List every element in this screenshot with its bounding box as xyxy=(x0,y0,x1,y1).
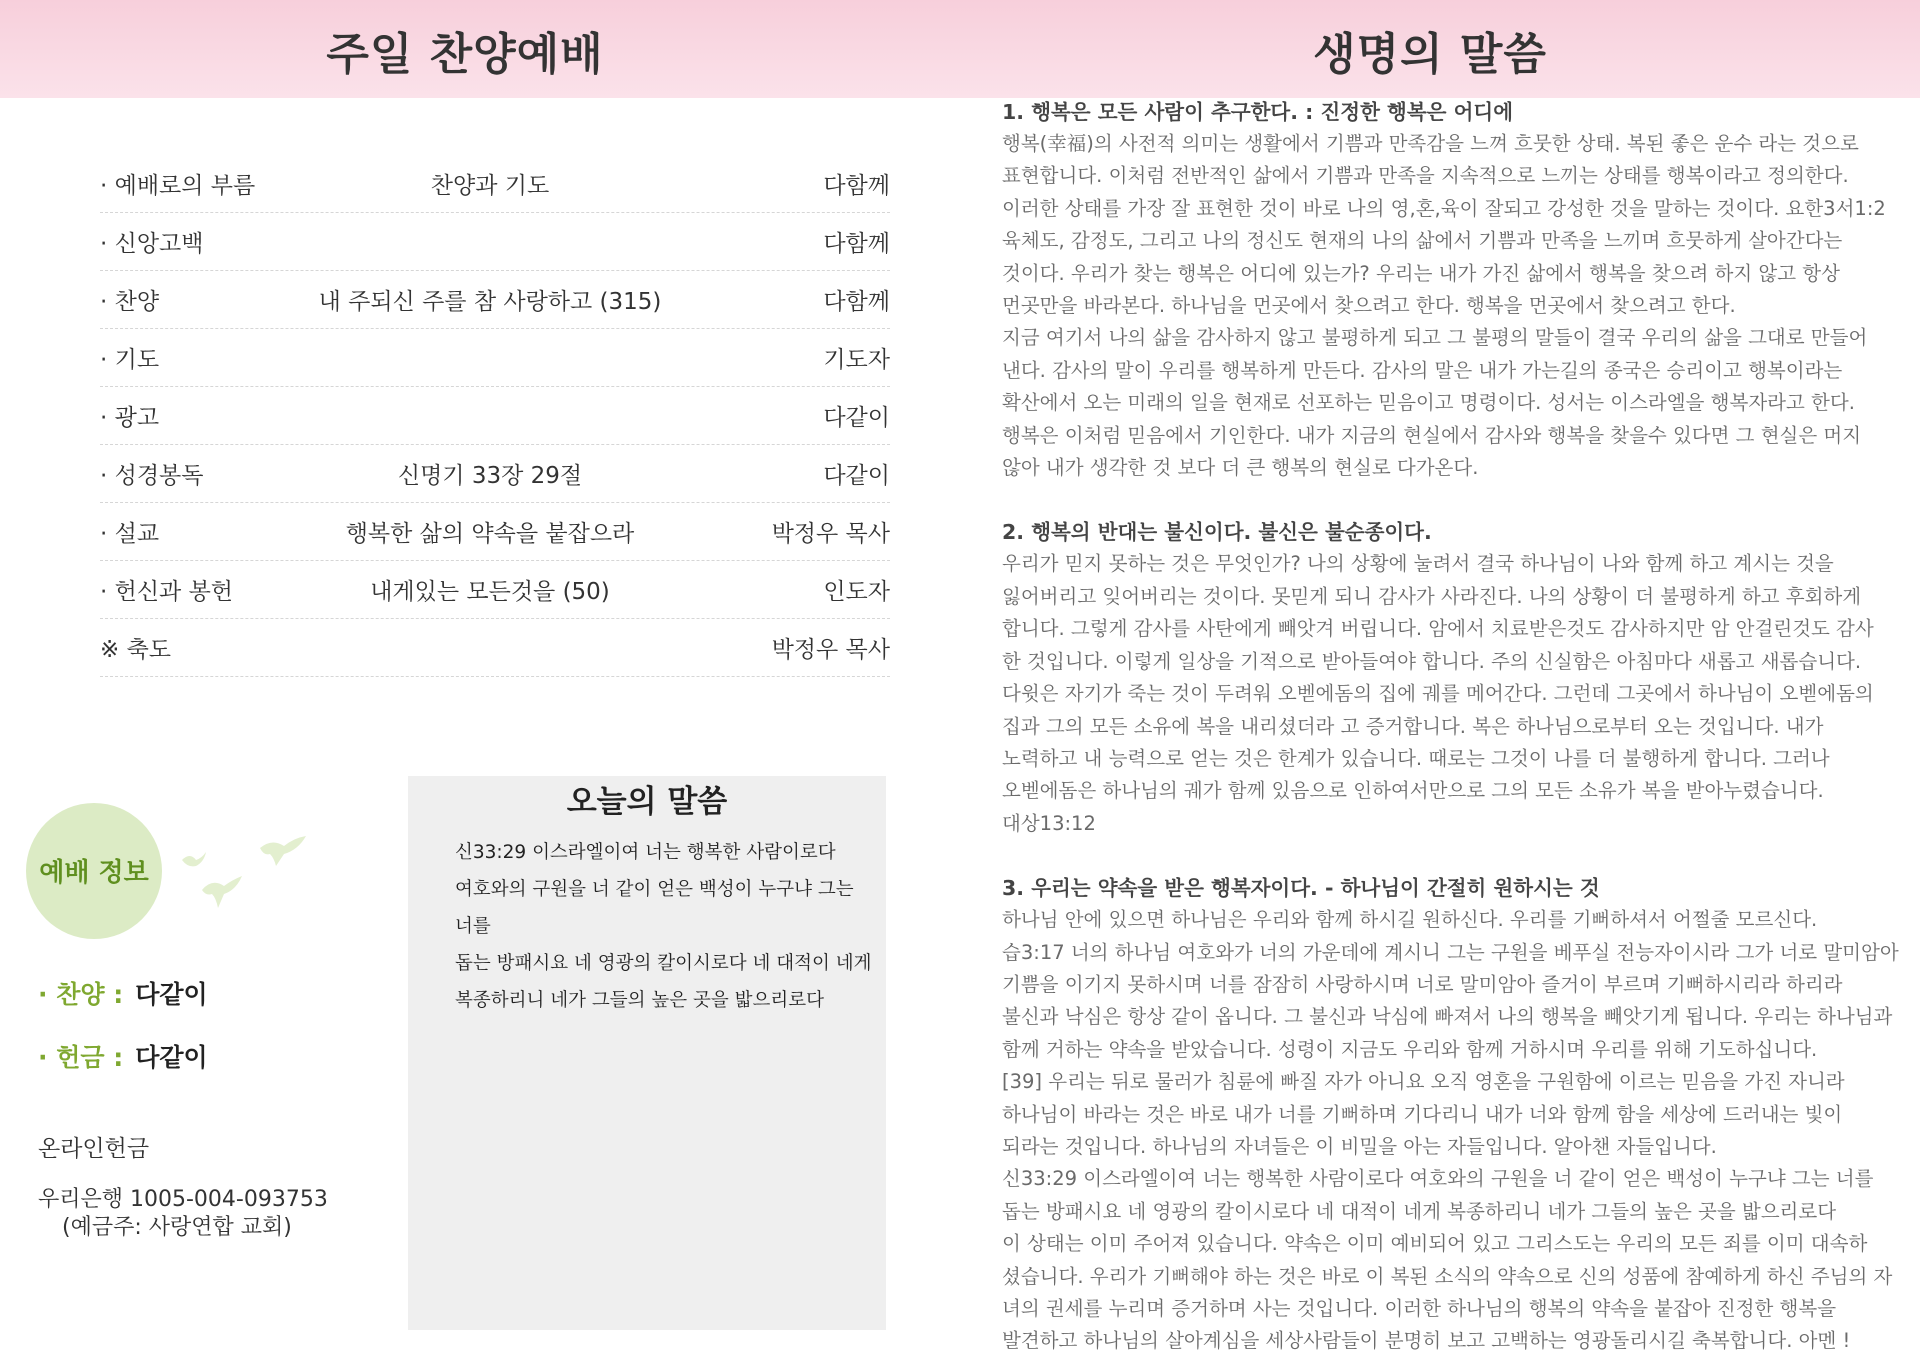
order-row xyxy=(100,387,890,445)
order-row xyxy=(100,445,890,503)
order-leader: 기도자 xyxy=(823,347,890,373)
order-leader: 다같이 xyxy=(823,463,890,489)
order-item: · 광고 xyxy=(100,405,160,431)
today-word-line: 돕는 방패시요 네 영광의 칼이시로다 네 대적이 네게 xyxy=(455,953,872,974)
sermon-paragraph: 행복(幸福)의 사전적 의미는 생활에서 기쁨과 만족감을 느껴 흐뭇한 상태. 복된 좋은 운수 라는 것으로 표현합니다. 이처럼 전반적인 삶에서 기쁨과 만족을 지속적으로 느끼는 상태를 행복이라고 정의한다. 이러한 상태를 가장 잘 표현한 것이 바로 나의 영,혼,육이 잘되고 강성한 것을 말하는 것이다. 요한3서1:2 육체도, 감정도, 그리고 나의 정신도 현재의 나의 삶에서 기쁨과 만족을 느끼며 흐뭇하게 살아간다는 것이다. 우리가 찾는 행복은 어디에 있는가? 우리는 내가 가진 삶에서 행복을 찾으려 하지 않고 항상 먼곳만을 바라본다. 하나님을 먼곳에서 찾으려고 한다. 행복을 먼곳에서 찾으려고 한다. 지금 여기서 나의 삶을 감사하지 않고 불평하게 되고 그 불평의 말들이 결국 우리의 삶을 그대로 만들어 낸다. 감사의 말이 우리를 행복하게 만든다. 감사의 말은 내가 가는길의 종국은 승리이고 행복이라는 확산에서 오는 미래의 일을 현재로 선포하는 믿음이고 명령이다. 성서는 이스라엘을 행복자라고 한다. 행복은 이처럼 믿음에서 기인한다. 내가 지금의 현실에서 감사와 행복을 찾을수 있다면 그 현실은 머지 않아 내가 생각한 것 보다 더 큰 행복의 현실로 다가온다. xyxy=(1002,132,1886,480)
info-title: 예배 정보 xyxy=(39,858,149,888)
order-row xyxy=(100,619,890,677)
order-row xyxy=(100,213,890,271)
today-word-text xyxy=(455,834,875,1019)
order-row xyxy=(100,271,890,329)
today-word-line: 복종하리니 네가 그들의 높은 곳을 밟으리로다 xyxy=(455,990,824,1011)
order-content: 찬양과 기도 xyxy=(430,173,550,199)
online-offering-title: 온라인헌금 xyxy=(38,1136,150,1162)
order-leader: 인도자 xyxy=(823,579,890,605)
order-item: ※ 축도 xyxy=(100,637,172,663)
account-holder: (예금주: 사랑연합 교회) xyxy=(62,1215,292,1240)
order-item: · 찬양 xyxy=(100,289,160,315)
sermon-body xyxy=(1002,96,1907,1358)
sermon-paragraph: 하나님 안에 있으면 하나님은 우리와 함께 하시길 원하신다. 우리를 기뻐하셔서 어쩔줄 모르신다. 습3:17 너의 하나님 여호와가 너의 가운데에 계시니 그는 구원을 베푸실 전능자이시라 그가 너로 말미암아 기쁨을 이기지 못하시며 너를 잠잠히 사랑하시며 너로 말미암아 즐거이 부르며 기뻐하시리라 하리라 불신과 낙심은 항상 같이 옵니다. 그 불신과 낙심에 빠져서 나의 행복을 빼앗기게 됩니다. 우리는 하나님과 함께 거하는 약속을 받았습니다. 성령이 지금도 우리와 함께 거하시며 우리를 위해 기도하십니다. [39] 우리는 뒤로 물러가 침륜에 빠질 자가 아니요 오직 영혼을 구원함에 이르는 믿음을 가진 자니라 하나님이 바라는 것은 바로 내가 너를 기뻐하며 기다리니 내가 너와 함께 함을 세상에 드러내는 빛이 되라는 것입니다. 하나님의 자녀들은 이 비밀을 아는 자들입니다. 알아챈 자들입니다. 신33:29 이스라엘이여 너는 행복한 사람이로다 여호와의 구원을 너 같이 얻은 백성이 누구냐 그는 너를 돕는 방패시요 네 영광의 칼이시로다 네 대적이 네게 복종하리니 네가 그들의 높은 곳을 밟으리로다 이 상태는 이미 주어져 있습니다. 약속은 이미 예비되어 있고 그리스도는 우리의 모든 죄를 이미 대속하 셨습니다. 우리가 기뻐해야 하는 것은 바로 이 복된 소식의 약속으로 신의 성품에 참예하게 하신 주님의 자 녀의 권세를 누리며 증거하며 사는 것입니다. 이러한 하나님의 행복의 약속을 붙잡아 진정한 행복을 발견하고 하나님의 살아계심을 세상사람들이 분명히 보고 고백하는 영광돌리시길 축복합니다. 아멘 ! xyxy=(1002,908,1899,1353)
order-leader: 다같이 xyxy=(823,405,890,431)
bank-account xyxy=(38,1186,328,1242)
order-leader: 다함께 xyxy=(823,173,890,199)
today-word-title: 오늘의 말씀 xyxy=(566,784,728,820)
worship-order xyxy=(100,155,890,677)
order-content: 신명기 33장 29절 xyxy=(397,463,583,489)
today-word-line: 여호와의 구원을 너 같이 얻은 백성이 누구냐 그는 너를 xyxy=(455,879,854,937)
sermon-title: 생명의 말씀 xyxy=(1313,29,1547,80)
order-row xyxy=(100,329,890,387)
order-content: 행복한 삶의 약속을 붙잡으라 xyxy=(345,521,635,547)
order-leader: 박정우 목사 xyxy=(771,521,890,547)
order-item: · 예배로의 부름 xyxy=(100,173,256,199)
order-row xyxy=(100,503,890,561)
order-leader: 다함께 xyxy=(823,289,890,315)
offering-info xyxy=(38,1038,208,1074)
doves-icon xyxy=(172,830,322,930)
offering-label: · 헌금 : xyxy=(38,1043,124,1072)
order-content: 내게있는 모든것을 (50) xyxy=(370,579,610,605)
sermon-heading: 1. 행복은 모든 사람이 추구한다. : 진정한 행복은 어디에 xyxy=(1002,100,1513,124)
order-item: · 설교 xyxy=(100,521,160,547)
order-item: · 헌신과 봉헌 xyxy=(100,579,234,605)
order-content: 내 주되신 주를 참 사랑하고 (315) xyxy=(318,289,662,315)
offering-value: 다같이 xyxy=(135,1043,208,1072)
order-leader: 박정우 목사 xyxy=(771,637,890,663)
worship-title: 주일 찬양예배 xyxy=(326,29,604,80)
sermon-heading: 2. 행복의 반대는 불신이다. 불신은 불순종이다. xyxy=(1002,520,1432,545)
account-number: 우리은행 1005-004-093753 xyxy=(38,1187,328,1212)
order-row xyxy=(100,561,890,619)
order-item: · 기도 xyxy=(100,347,160,373)
sermon-heading: 3. 우리는 약속을 받은 행복자이다. - 하나님이 간절히 원하시는 것 xyxy=(1002,876,1600,901)
praise-info xyxy=(38,975,208,1011)
today-word-line: 신33:29 이스라엘이여 너는 행복한 사람이로다 xyxy=(455,842,836,863)
praise-label: · 찬양 : xyxy=(38,980,124,1009)
praise-value: 다같이 xyxy=(135,980,208,1009)
order-item: · 성경봉독 xyxy=(100,463,204,489)
order-leader: 다함께 xyxy=(823,231,890,257)
order-item: · 신앙고백 xyxy=(100,231,204,257)
order-row xyxy=(100,155,890,213)
sermon-paragraph: 우리가 믿지 못하는 것은 무엇인가? 나의 상황에 눌려서 결국 하나님이 나와 함께 하고 계시는 것을 잃어버리고 잊어버리는 것이다. 못믿게 되니 감사가 사라진다. 나의 상황이 더 불평하게 하고 후회하게 합니다. 그렇게 감사를 사탄에게 빼앗겨 버립니다. 암에서 치료받은것도 감사하지만 암 안걸린것도 감사 한 것입니다. 이렇게 일상을 기적으로 받아들여야 합니다. 주의 신실함은 아침마다 새롭고 새롭습니다. 다윗은 자기가 죽는 것이 두려워 오벧에돔의 집에 궤를 메어간다. 그런데 그곳에서 하나님이 오벧에돔의 집과 그의 모든 소유에 복을 내리셨더라 고 증거합니다. 복은 하나님으로부터 오는 것입니다. 내가 노력하고 내 능력으로 얻는 것은 한계가 있습니다. 때로는 그것이 나를 더 불행하게 합니다. 그러나 오벧에돔은 하나님의 궤가 함께 있음으로 인하여서만으로 그의 모든 소유가 복을 받아누렸습니다. 대상13:12 xyxy=(1002,552,1874,835)
